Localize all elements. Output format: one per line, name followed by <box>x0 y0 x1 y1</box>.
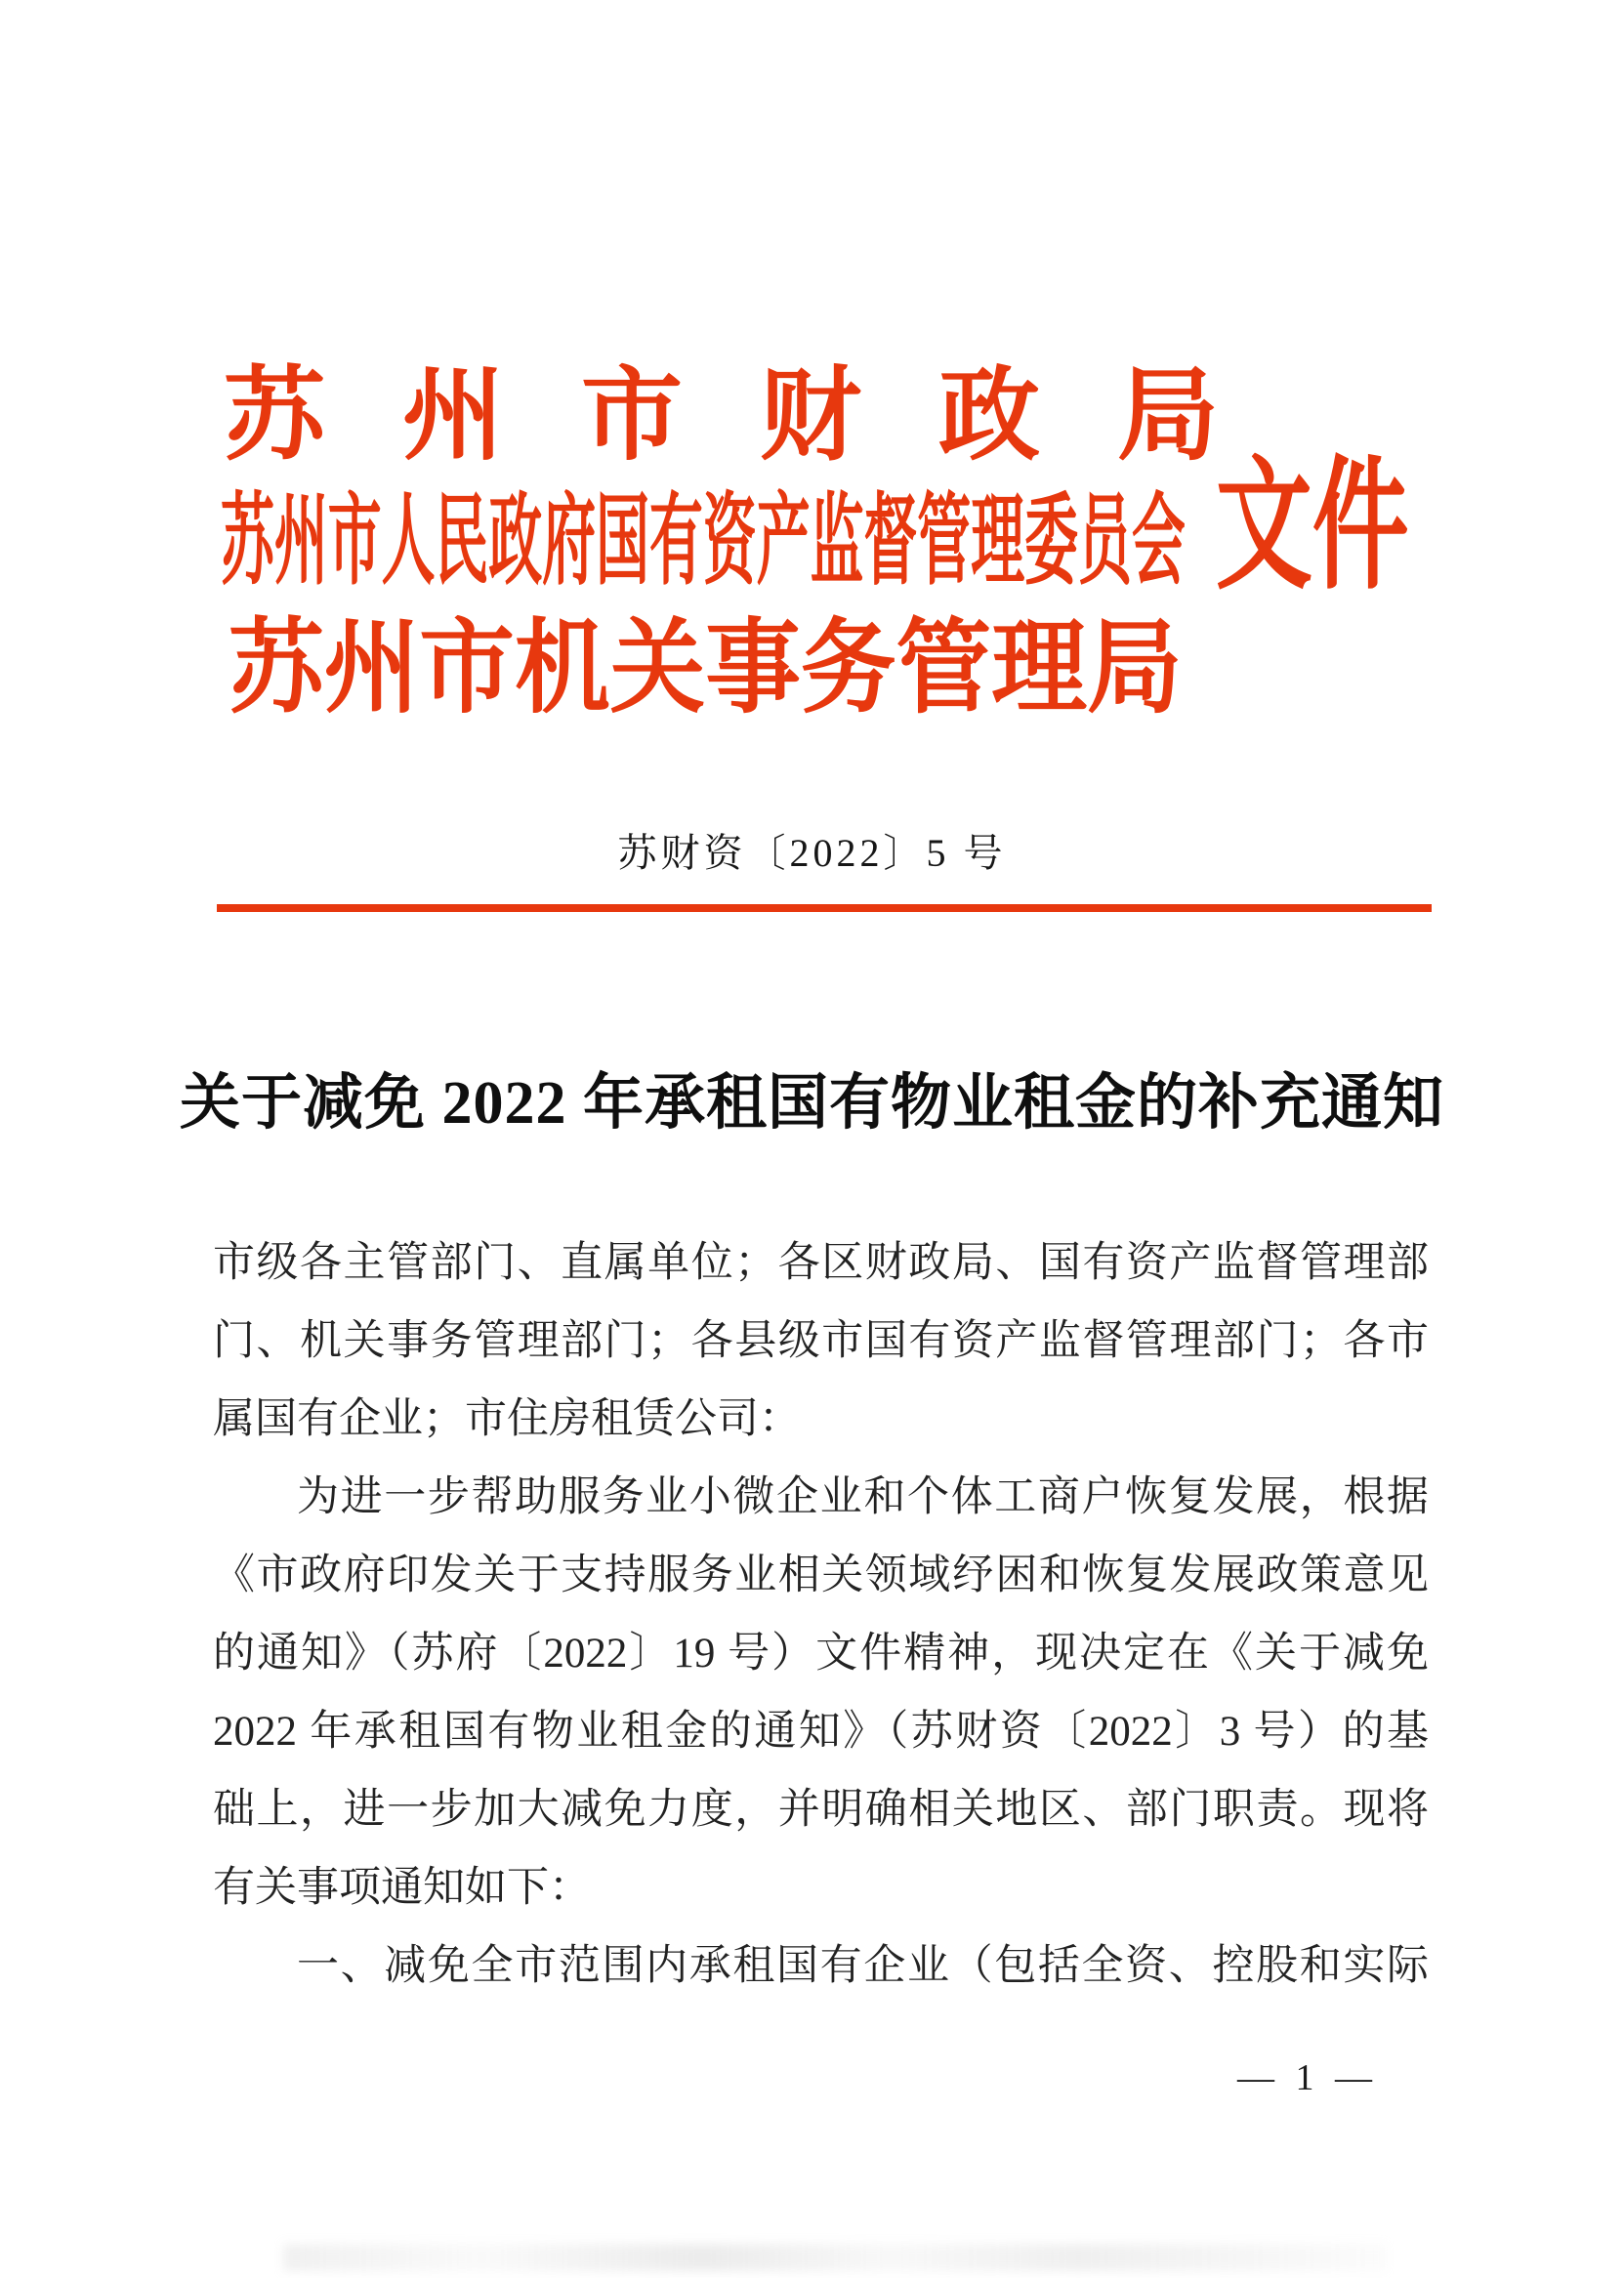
issuer-name-gov-offices-admin: 苏州市机关事务管理局 <box>229 611 1183 725</box>
body-line: 的通知》（苏府〔2022〕19 号）文件精神，现决定在《关于减免 <box>213 1631 1429 1677</box>
doc-type-label: 文件 <box>1216 447 1409 606</box>
body-line: 一、减免全市范围内承租国有企业（包括全资、控股和实际 <box>297 1943 1429 1989</box>
body-line: 门、机关事务管理部门；各县级市国有资产监督管理部门；各市 <box>213 1318 1429 1364</box>
body-line: 2022 年承租国有物业租金的通知》（苏财资〔2022〕3 号）的基 <box>213 1709 1429 1755</box>
document-body <box>213 1224 1429 2006</box>
scan-bleed-artifact <box>283 2244 1387 2271</box>
body-line: 市级各主管部门、直属单位；各区财政局、国有资产监督管理部 <box>213 1240 1429 1286</box>
red-divider-line <box>217 904 1432 912</box>
body-line: 有关事项通知如下： <box>213 1865 591 1911</box>
body-line: 为进一步帮助服务业小微企业和个体工商户恢复发展，根据 <box>297 1474 1429 1520</box>
body-line: 《市政府印发关于支持服务业相关领域纾困和恢复发展政策意见 <box>213 1553 1429 1598</box>
body-line: 属国有企业；市住房租赁公司： <box>213 1396 801 1442</box>
document-number: 苏财资〔2022〕5 号 <box>617 831 1007 875</box>
issuer-name-sasac: 苏州市人民政府国有资产监督管理委员会 <box>221 487 1186 598</box>
body-line: 础上，进一步加大减免力度，并明确相关地区、部门职责。现将 <box>213 1787 1429 1833</box>
document-title: 关于减免 2022 年承租国有物业租金的补充通知 <box>179 1070 1444 1137</box>
issuer-name-finance-bureau: 苏州市财政局 <box>224 360 1297 473</box>
page-number: — 1 — <box>1237 2057 1378 2098</box>
